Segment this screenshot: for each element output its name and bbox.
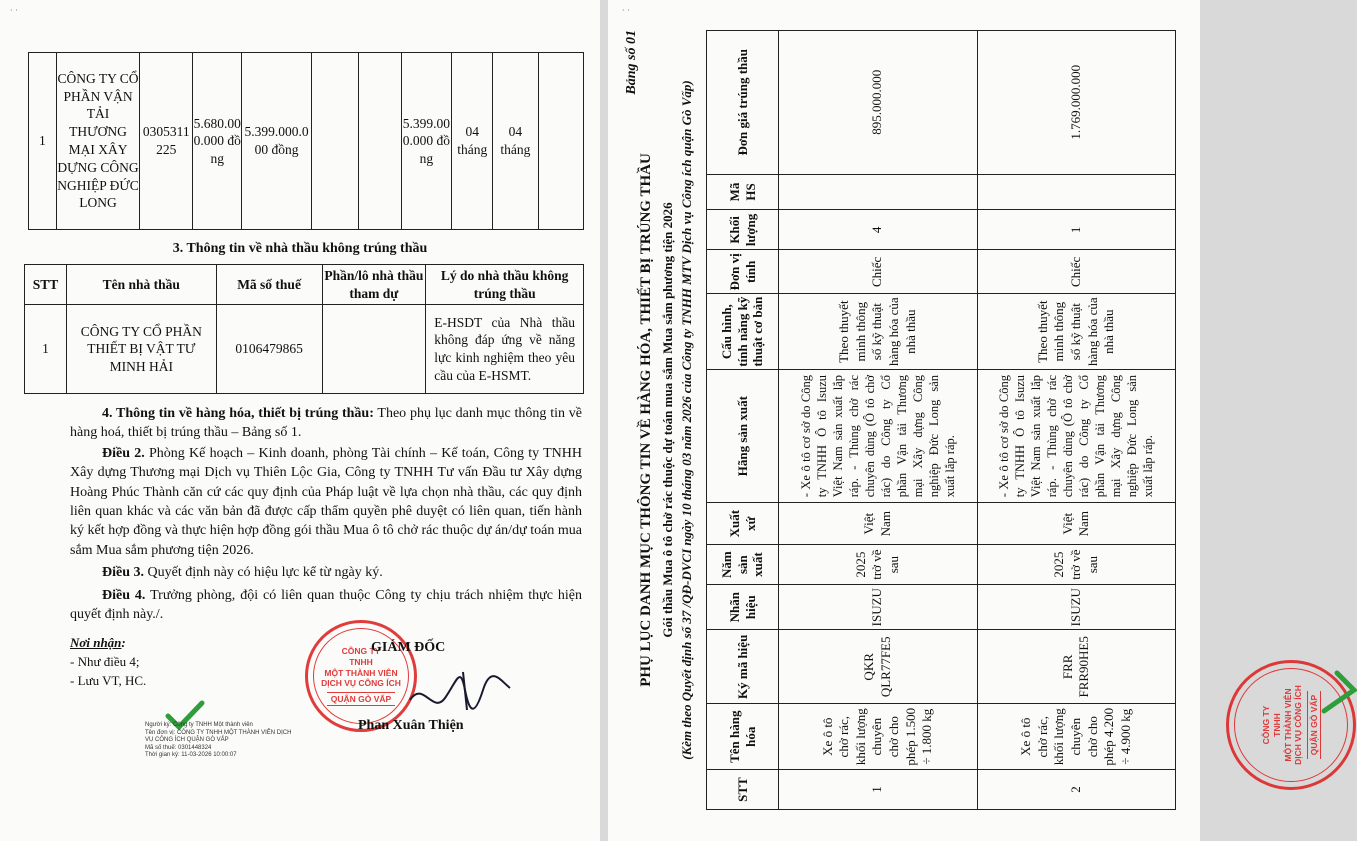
loser-stt: 1 xyxy=(25,305,67,394)
winner-name: CÔNG TY CỔ PHẦN VẬN TẢI THƯƠNG MẠI XÂY DỰNG CÔNG NGHIỆP ĐỨC LONG xyxy=(56,53,139,230)
winning-bidder-table xyxy=(28,52,584,230)
esign-line: Mã số thuế: 0301448324 xyxy=(145,744,212,751)
goods-hs xyxy=(779,174,978,210)
goods-maker: - Xe ô tô cơ sở do Công ty TNHH Ô tô Isuzu Việt Nam sản xuất lắp ráp. - Thùng chở rác chuyên dùng (Ô tô chở rác) do Công ty Cổ phần Vận tải Thương mại Xây dựng Công nghiệp Đức Long sản xuất lắp ráp. xyxy=(977,369,1176,502)
goods-qty: 1 xyxy=(977,210,1176,250)
loser-lot xyxy=(322,305,426,394)
loser-tax-code: 0106479865 xyxy=(216,305,322,394)
article4-text: Trưởng phòng, đội có liên quan thuộc Công ty chịu trách nhiệm thực hiện quyết định này./. xyxy=(70,588,582,623)
column-header: Lý do nhà thầu không trúng thầu xyxy=(426,265,584,305)
column-header: Đơn vị tính xyxy=(707,250,779,294)
appendix-page xyxy=(608,0,1319,841)
column-header: Cấu hình, tính năng kỹ thuật cơ bản xyxy=(707,294,779,370)
goods-name: Xe ô tô chở rác, khối lượng chuyên chở cho phép 4.200 ÷ 4.900 kg xyxy=(977,704,1176,770)
table-header-row xyxy=(25,265,584,305)
winner-tax-code: 0305311225 xyxy=(140,53,193,230)
signer-title: GIÁM ĐỐC xyxy=(371,640,446,655)
empty-cell xyxy=(538,53,583,230)
article2-paragraph xyxy=(70,444,582,560)
column-header: Hãng sản xuất xyxy=(707,369,779,502)
seal-line: DỊCH VỤ CÔNG ÍCH xyxy=(321,678,401,689)
seal-band: QUẬN GÒ VẤP xyxy=(327,692,395,706)
goods-price: 895.000.000 xyxy=(779,31,978,175)
section4-text: Theo phụ lục danh mục thông tin về hàng hoá, thiết bị trúng thầu – Bảng số 1. xyxy=(70,406,582,441)
seal-line: MỘT THÀNH VIÊN xyxy=(1282,688,1293,762)
seal-line: CÔNG TY xyxy=(341,646,381,657)
goods-brand: ISUZU xyxy=(779,585,978,630)
loser-reason: E-HSDT của Nhà thầu không đáp ứng về năng lực kinh nghiệm theo yêu cầu của E-HSMT. xyxy=(426,305,584,394)
decision-page xyxy=(0,0,600,841)
goods-table xyxy=(706,30,1176,810)
seal-line: MỘT THÀNH VIÊN xyxy=(324,667,398,678)
seal-line: TNHH xyxy=(349,656,373,667)
column-header: Xuất xứ xyxy=(707,503,779,545)
recipient-item: - Như điều 4; xyxy=(70,653,140,669)
recipient-item: - Lưu VT, HC. xyxy=(70,672,147,688)
column-header: Đơn giá trúng thầu xyxy=(707,31,779,175)
section4-paragraph xyxy=(70,404,582,443)
goods-stt: 1 xyxy=(779,770,978,810)
section3-title: 3. Thông tin về nhà thầu không trúng thầu xyxy=(172,241,428,256)
appendix-title: PHỤ LỤC DANH MỤC THÔNG TIN VỀ HÀNG HÓA, THIẾT BỊ TRÚNG THẦU xyxy=(638,153,654,687)
esign-line: Người ký: Công ty TNHH Một thành viên xyxy=(145,722,253,728)
handwritten-signature-icon xyxy=(405,660,515,720)
goods-model: QKR QLR77FE5 xyxy=(779,630,978,704)
column-header: Khối lượng xyxy=(707,210,779,250)
winner-contract-price: 5.399.000.000 đồng xyxy=(401,53,452,230)
seal-line: DỊCH VỤ CÔNG ÍCH xyxy=(1293,685,1304,765)
column-header: Phần/lô nhà thầu tham dự xyxy=(322,265,426,305)
winner-stt: 1 xyxy=(29,53,57,230)
losing-bidder-table xyxy=(24,264,584,394)
seal-line: CÔNG TY xyxy=(1261,705,1272,745)
goods-brand: ISUZU xyxy=(977,585,1176,630)
column-header: Tên hàng hóa xyxy=(707,704,779,770)
winner-duration-a: 04 tháng xyxy=(452,53,493,230)
table-row xyxy=(25,305,584,394)
article3-text: Quyết định này có hiệu lực kể từ ngày ký. xyxy=(144,565,383,580)
esign-line: Thời gian ký: 11-03-2026 10:00:07 xyxy=(145,752,237,758)
goods-spec: Theo thuyết minh thông số kỹ thuật hàng hóa của nhà thầu xyxy=(779,294,978,370)
scan-mark-icon: · · xyxy=(10,6,18,15)
column-header: STT xyxy=(25,265,67,305)
recipients-label: Nơi nhận xyxy=(70,635,122,650)
article2-text: Phòng Kế hoạch – Kinh doanh, phòng Tài chính – Kế toán, Công ty TNHH Xây dựng Thương mại Dịch vụ Thiên Lộc Gia, Công ty TNHH Tư vấn Đầu tư Xây dựng Hoàng Phúc Thành căn cứ các quy định của Pháp luật về lựa chọn nhà thầu, các quy định liên quan khác và các văn bản đã được cấp thẩm quyền phê duyệt có liên quan, tiến hành ký kết hợp đồng và thực hiện hợp đồng gói thầu Mua ô tô chở rác thuộc dự án/dự toán mua sắm Mua sắm phương tiện 2026. xyxy=(70,446,582,558)
esign-line: VỤ CÔNG ÍCH QUẬN GÒ VẤP xyxy=(145,737,229,743)
goods-qty: 4 xyxy=(779,210,978,250)
column-header: Mã số thuế xyxy=(216,265,322,305)
goods-model: FRR FRR90HE5 xyxy=(977,630,1176,704)
goods-name: Xe ô tô chở rác, khối lượng chuyên chở cho phép 1.500 ÷ 1.800 kg xyxy=(779,704,978,770)
goods-unit: Chiếc xyxy=(779,250,978,294)
company-seal-icon xyxy=(305,620,417,732)
scan-mark-icon: · · xyxy=(622,6,630,15)
column-header: Mã HS xyxy=(707,174,779,210)
winner-bid-price: 5.680.000.000 đồng xyxy=(193,53,242,230)
appendix-subtitle: Gói thầu Mua ô tô chở rác thuộc dự toán mua sắm Mua sắm phương tiện 2026 xyxy=(660,202,675,638)
goods-spec: Theo thuyết minh thông số kỹ thuật hàng hóa của nhà thầu xyxy=(977,294,1176,370)
seal-band: QUẬN GÒ VẤP xyxy=(1307,691,1321,759)
goods-unit: Chiếc xyxy=(977,250,1176,294)
esign-line: Tên đơn vị: CÔNG TY TNHH MỘT THÀNH VIÊN DỊCH xyxy=(145,729,292,736)
signer-name: Phan Xuân Thiện xyxy=(358,718,464,733)
goods-hs xyxy=(977,174,1176,210)
loser-name: CÔNG TY CỔ PHẦN THIẾT BỊ VẬT TƯ MINH HẢI xyxy=(66,305,216,394)
article4-lead: Điều 4. xyxy=(102,588,146,603)
empty-cell xyxy=(359,53,402,230)
appendix-subtitle-2: (Kèm theo Quyết định số 37 /QĐ-DVCI ngày 10 tháng 03 năm 2026 của Công ty TNHH MTV Dịch vụ Công ích quận Gò Vấp) xyxy=(679,80,694,760)
goods-year: 2025 trở về sau xyxy=(779,545,978,585)
column-header: Nhãn hiệu xyxy=(707,585,779,630)
column-header: Ký mã hiệu xyxy=(707,630,779,704)
goods-year: 2025 trở về sau xyxy=(977,545,1176,585)
column-header: Năm sản xuất xyxy=(707,545,779,585)
goods-origin: Việt Nam xyxy=(779,503,978,545)
winner-duration-b: 04 tháng xyxy=(493,53,538,230)
rotated-appendix xyxy=(624,30,1184,810)
empty-cell xyxy=(311,53,358,230)
table-row xyxy=(29,53,584,230)
digital-signature-info xyxy=(145,722,315,760)
goods-price: 1.769.000.000 xyxy=(977,31,1176,175)
article3-lead: Điều 3. xyxy=(102,565,144,580)
table-header-row xyxy=(707,31,779,810)
goods-origin: Việt Nam xyxy=(977,503,1176,545)
esign-check-icon xyxy=(1321,670,1357,714)
article2-lead: Điều 2. xyxy=(102,446,145,461)
section4-lead: 4. Thông tin về hàng hóa, thiết bị trúng thầu: xyxy=(102,406,374,421)
table-row xyxy=(779,31,978,810)
article4-paragraph xyxy=(70,586,582,625)
recipients-block: Nơi nhận: - Như điều 4; - Lưu VT, HC. xyxy=(70,634,146,691)
goods-maker: - Xe ô tô cơ sở do Công ty TNHH Ô tô Isuzu Việt Nam sản xuất lắp ráp. - Thùng chở rác chuyên dùng (Ô tô chở rác) do Công ty Cổ phần Vận tải Thương mại Xây dựng Công nghiệp Đức Long sản xuất lắp ráp. xyxy=(779,369,978,502)
column-header: Tên nhà thầu xyxy=(66,265,216,305)
winner-corrected-price: 5.399.000.000 đồng xyxy=(242,53,312,230)
seal-line: TNHH xyxy=(1271,713,1282,737)
table-row xyxy=(977,31,1176,810)
column-header: STT xyxy=(707,770,779,810)
table-number: Bảng số 01 xyxy=(624,30,639,95)
goods-stt: 2 xyxy=(977,770,1176,810)
article3-paragraph xyxy=(70,563,582,582)
